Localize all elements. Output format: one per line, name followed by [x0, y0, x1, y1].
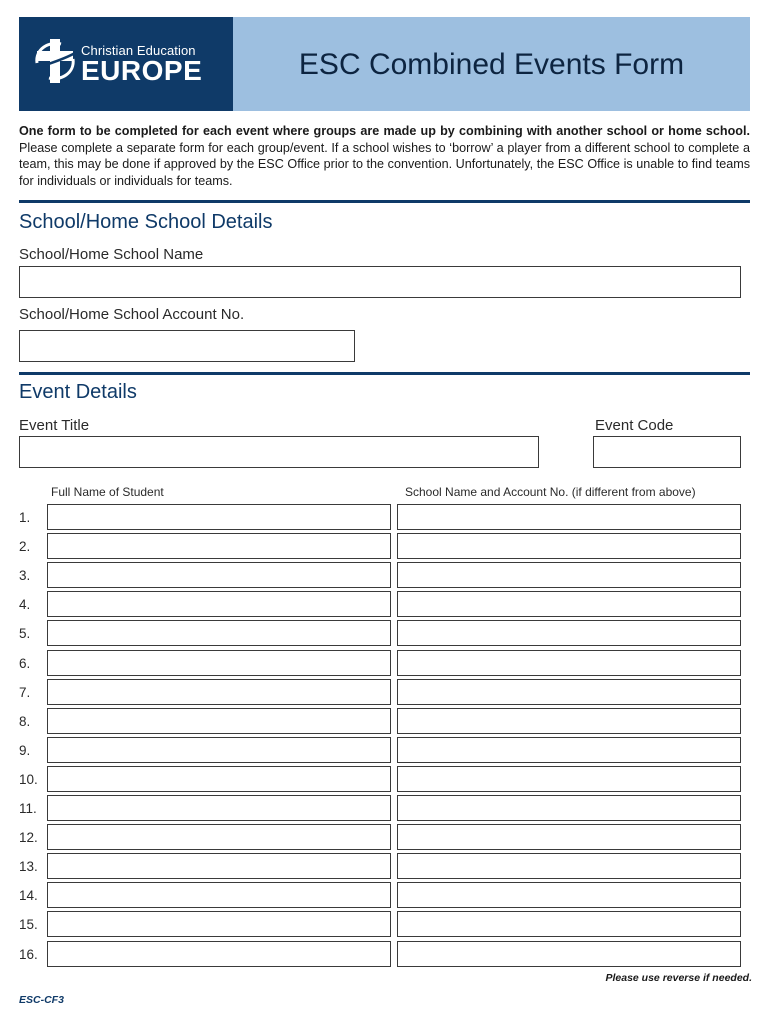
- school-account-field[interactable]: [397, 504, 741, 530]
- school-account-field[interactable]: [397, 562, 741, 588]
- section-divider: [19, 372, 750, 375]
- school-account-field[interactable]: [397, 737, 741, 763]
- event-title-label: Event Title: [19, 417, 90, 434]
- account-no-field[interactable]: [19, 330, 355, 362]
- row-number: 3.: [19, 568, 31, 584]
- table-row: [0, 853, 770, 880]
- student-name-field[interactable]: [47, 504, 391, 530]
- row-number: 14.: [19, 888, 38, 904]
- table-row: [0, 766, 770, 793]
- section-divider: [19, 200, 750, 203]
- event-code-field[interactable]: [593, 436, 741, 468]
- row-number: 16.: [19, 946, 38, 962]
- table-row: [0, 620, 770, 647]
- table-row: [0, 737, 770, 764]
- table-row: [0, 708, 770, 735]
- school-account-field[interactable]: [397, 941, 741, 967]
- school-account-field[interactable]: [397, 708, 741, 734]
- logo: [19, 17, 233, 111]
- event-code-label: Event Code: [595, 417, 674, 434]
- student-name-field[interactable]: [47, 650, 391, 676]
- school-account-field[interactable]: [397, 679, 741, 705]
- cross-globe-icon: [31, 35, 79, 87]
- row-number: 15.: [19, 917, 38, 933]
- page-title: ESC Combined Events Form: [298, 48, 685, 81]
- form-header: [19, 17, 750, 111]
- student-name-field[interactable]: [47, 620, 391, 646]
- row-number: 2.: [19, 539, 31, 555]
- table-row: [0, 824, 770, 851]
- row-number: 8.: [19, 713, 31, 729]
- school-account-field[interactable]: [397, 795, 741, 821]
- student-name-field[interactable]: [47, 853, 391, 879]
- student-name-field[interactable]: [47, 795, 391, 821]
- school-account-field[interactable]: [397, 650, 741, 676]
- school-account-field[interactable]: [397, 533, 741, 559]
- table-row: [0, 562, 770, 589]
- table-row: [0, 591, 770, 618]
- student-name-field[interactable]: [47, 591, 391, 617]
- row-number: 10.: [19, 771, 38, 787]
- table-row: [0, 650, 770, 677]
- school-name-label: School/Home School Name: [19, 246, 204, 263]
- row-number: 7.: [19, 684, 31, 700]
- intro-bold: One form to be completed for each event where groups are made up by combining with another school or home school.: [19, 124, 750, 138]
- school-account-field[interactable]: [397, 882, 741, 908]
- school-section-title: School/Home School Details: [19, 211, 273, 233]
- student-column-header: Full Name of Student: [51, 485, 164, 499]
- intro-text: Please complete a separate form for each group/event. If a school wishes to ‘borrow’ a player from a different school to complete a team, this may be done if approved by the ESC Office prior to the convention. Unfortunately, the ESC Office is unable to find teams for individuals or individuals for teams.: [19, 140, 750, 188]
- student-name-field[interactable]: [47, 941, 391, 967]
- row-number: 13.: [19, 859, 38, 875]
- student-name-field[interactable]: [47, 737, 391, 763]
- table-row: [0, 679, 770, 706]
- event-title-field[interactable]: [19, 436, 539, 468]
- logo-subtitle: Christian Education: [81, 43, 196, 58]
- table-row: [0, 882, 770, 909]
- student-name-field[interactable]: [47, 766, 391, 792]
- student-name-field[interactable]: [47, 882, 391, 908]
- school-column-header: School Name and Account No. (if different from above): [405, 485, 696, 499]
- table-row: [0, 504, 770, 531]
- logo-wordmark: EUROPE: [81, 55, 203, 86]
- row-number: 5.: [19, 626, 31, 642]
- row-number: 9.: [19, 742, 31, 758]
- row-number: 1.: [19, 510, 31, 525]
- school-account-field[interactable]: [397, 766, 741, 792]
- student-name-field[interactable]: [47, 533, 391, 559]
- school-account-field[interactable]: [397, 911, 741, 937]
- school-account-field[interactable]: [397, 591, 741, 617]
- student-name-field[interactable]: [47, 708, 391, 734]
- form-code: ESC-CF3: [19, 994, 64, 1006]
- school-account-field[interactable]: [397, 853, 741, 879]
- row-number: 6.: [19, 655, 31, 671]
- table-row: [0, 795, 770, 822]
- reverse-note: Please use reverse if needed.: [605, 972, 752, 984]
- table-row: [0, 941, 770, 968]
- school-name-field[interactable]: [19, 266, 741, 298]
- student-name-field[interactable]: [47, 911, 391, 937]
- row-number: 11.: [19, 801, 37, 816]
- row-number: 12.: [19, 830, 38, 846]
- student-name-field[interactable]: [47, 679, 391, 705]
- student-name-field[interactable]: [47, 562, 391, 588]
- intro-paragraph: [19, 123, 750, 189]
- student-name-field[interactable]: [47, 824, 391, 850]
- school-account-field[interactable]: [397, 824, 741, 850]
- event-section-title: Event Details: [19, 381, 137, 403]
- school-account-field[interactable]: [397, 620, 741, 646]
- table-row: [0, 533, 770, 560]
- table-row: [0, 911, 770, 938]
- row-number: 4.: [19, 597, 31, 613]
- account-no-label: School/Home School Account No.: [19, 306, 245, 323]
